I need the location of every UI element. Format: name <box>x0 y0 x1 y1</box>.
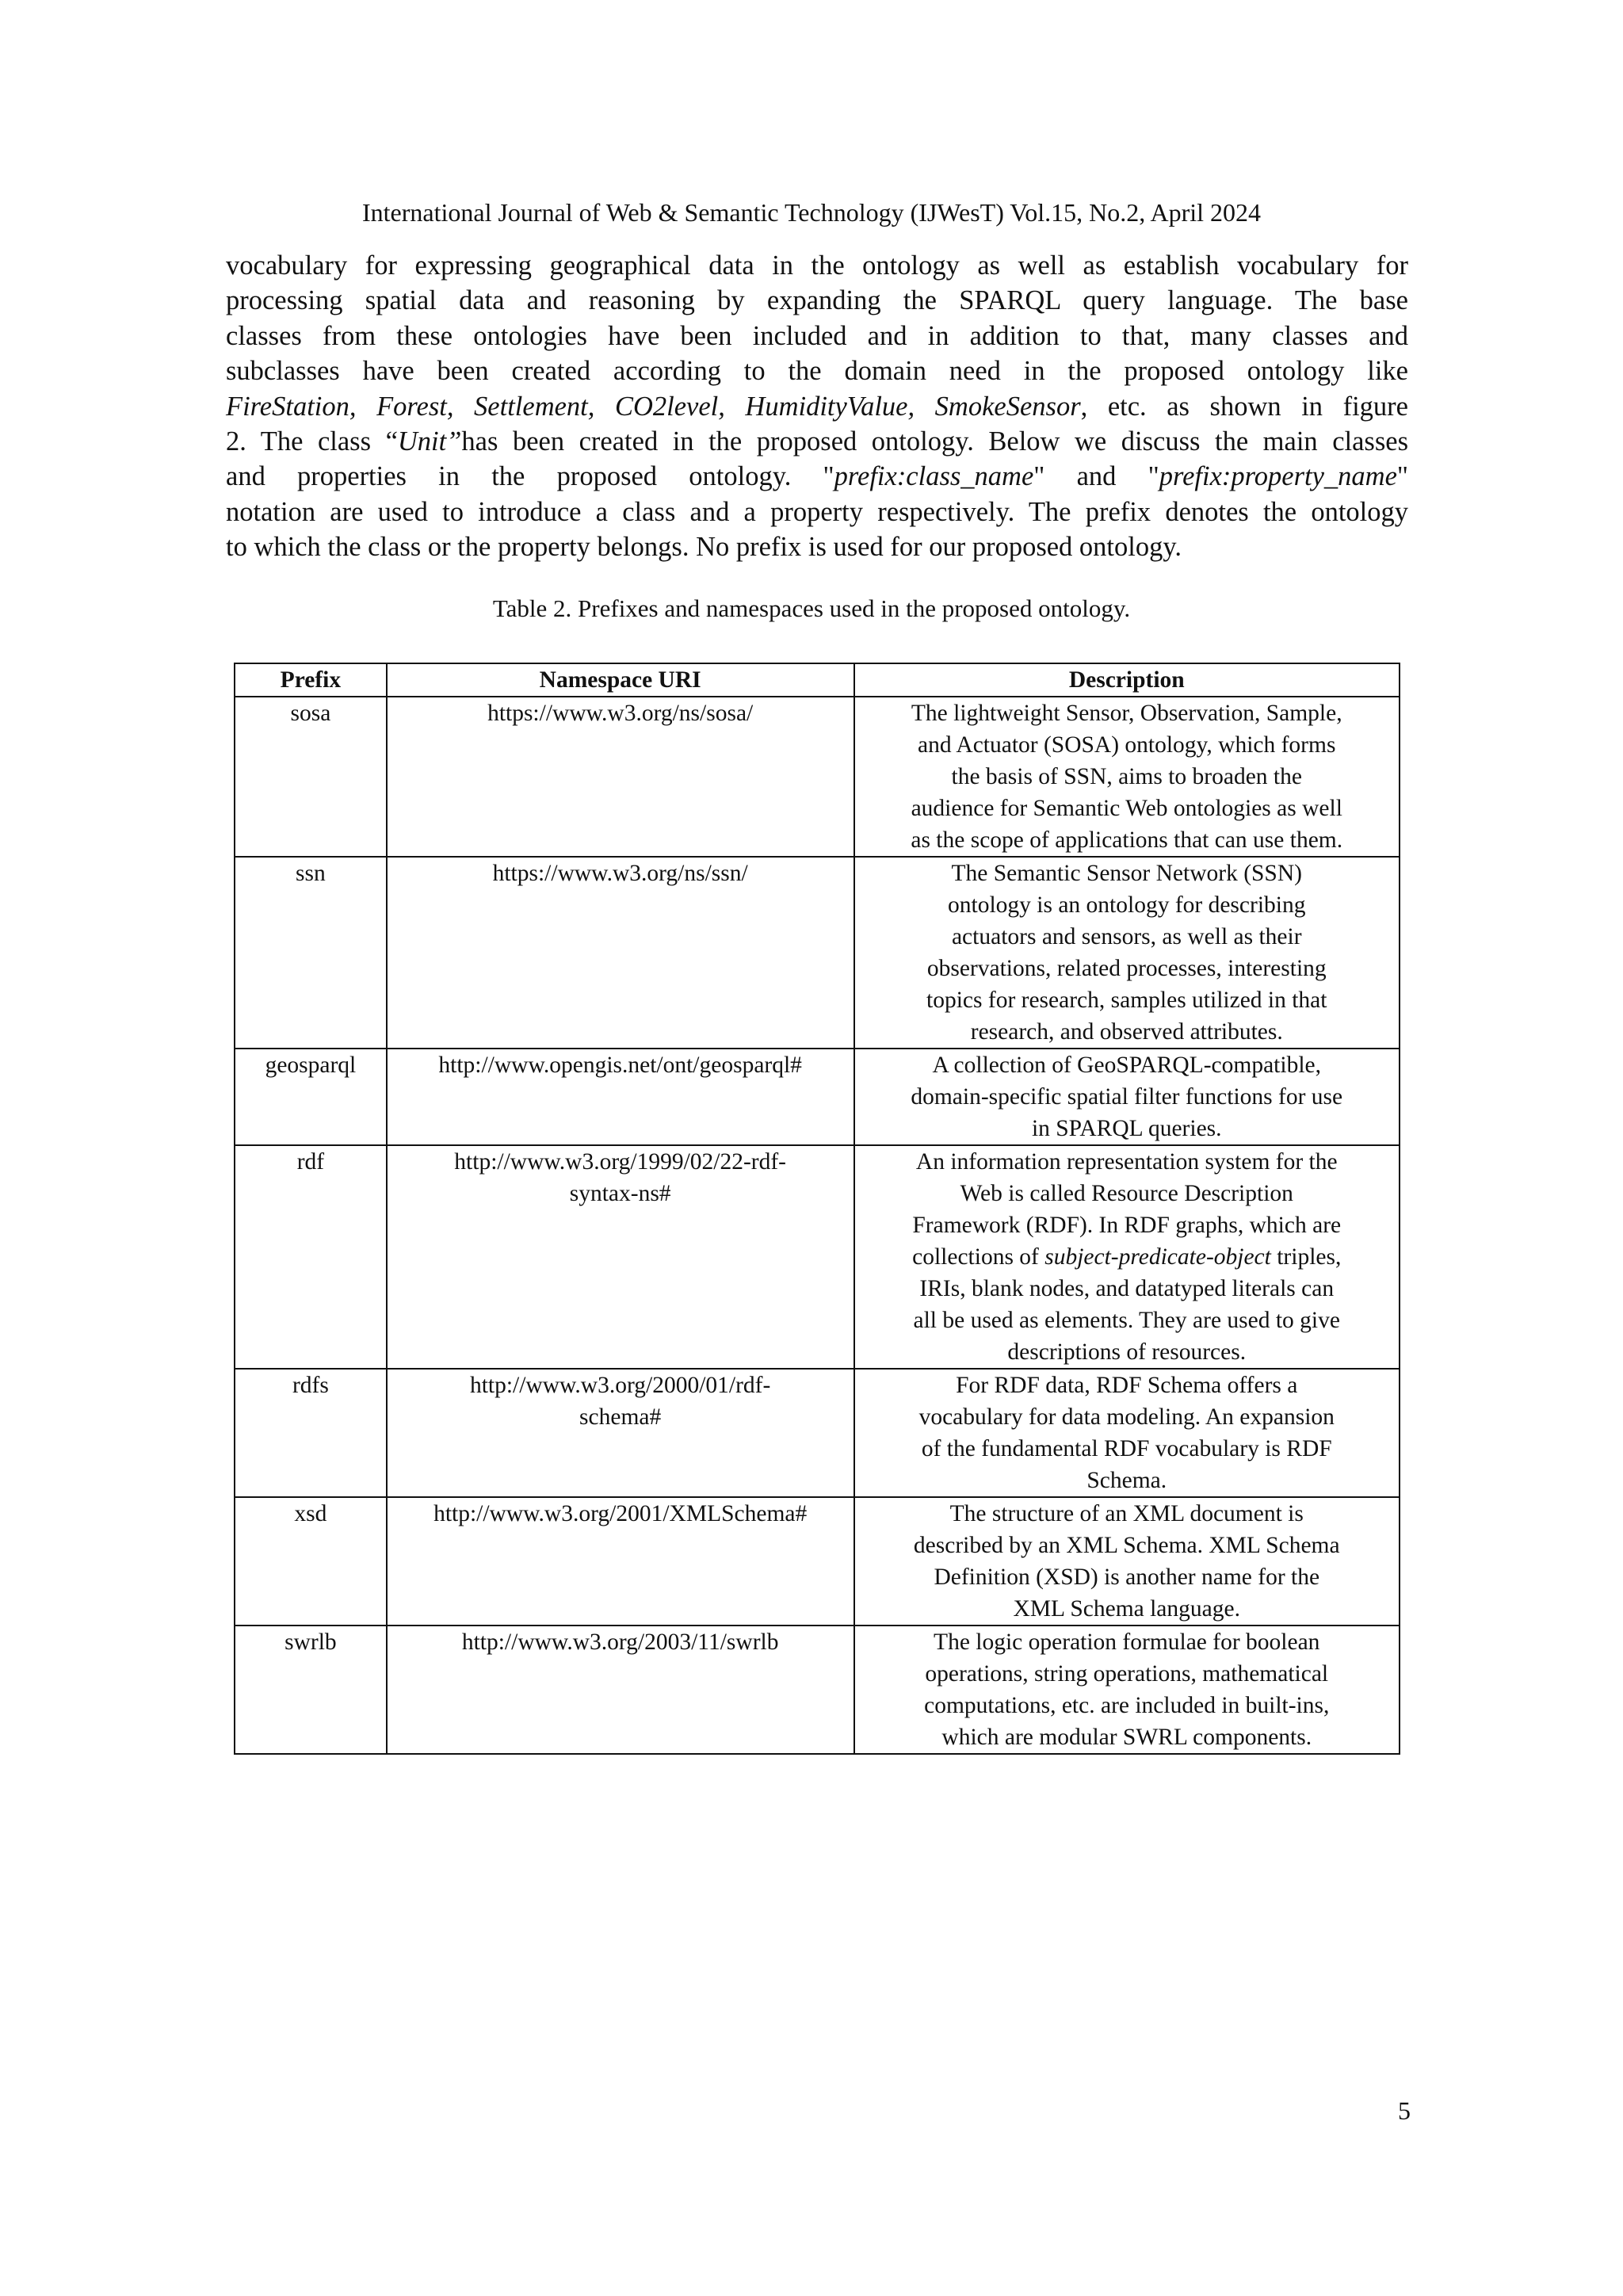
description-cell <box>854 1049 1400 1145</box>
namespace-uri-cell <box>387 1497 854 1626</box>
description-line: XML Schema language. <box>1013 1596 1240 1622</box>
paragraph-line: subclasses have been created according to the domain need in the proposed ontology like <box>226 356 1408 387</box>
table-header-row <box>235 663 1400 697</box>
prefix-cell: xsd <box>235 1497 387 1626</box>
uri-line: schema# <box>579 1404 662 1430</box>
description-line: the basis of SSN, aims to broaden the <box>951 764 1302 789</box>
description-line: Framework (RDF). In RDF graphs, which are <box>912 1213 1342 1238</box>
paragraph-text: " <box>1396 461 1408 492</box>
triple-term: subject-predicate-object <box>1044 1244 1271 1270</box>
description-line: described by an XML Schema. XML Schema <box>913 1533 1340 1558</box>
uri-line: http://www.opengis.net/ont/geosparql# <box>438 1052 802 1078</box>
description-line: Definition (XSD) is another name for the <box>934 1564 1320 1590</box>
table-row <box>235 697 1400 857</box>
paragraph-text: , etc. as shown in figure <box>1080 391 1408 422</box>
description-line: descriptions of resources. <box>1007 1339 1247 1365</box>
prefix-cell: rdf <box>235 1145 387 1369</box>
description-line: computations, etc. are included in built-ins, <box>924 1693 1330 1718</box>
paragraph-text: and properties in the proposed ontology. " <box>226 461 834 492</box>
paragraph-line: notation are used to introduce a class and a property respectively. The prefix denotes the ontology <box>226 496 1408 527</box>
namespace-uri-cell <box>387 697 854 857</box>
description-line: domain-specific spatial filter functions for use <box>911 1084 1343 1110</box>
column-header-description: Description <box>854 663 1400 697</box>
description-line: in SPARQL queries. <box>1031 1116 1222 1141</box>
description-line: The logic operation formulae for boolean <box>934 1629 1320 1655</box>
paragraph-line: vocabulary for expressing geographical data in the ontology as well as establish vocabulary for <box>226 250 1408 281</box>
description-text: triples, <box>1270 1244 1342 1270</box>
table-caption: Table 2. Prefixes and namespaces used in the proposed ontology. <box>492 594 1131 622</box>
column-header-prefix: Prefix <box>235 663 387 697</box>
uri-line: syntax-ns# <box>569 1181 671 1206</box>
prefix-cell: sosa <box>235 697 387 857</box>
unit-class-name: Unit” <box>397 426 462 457</box>
description-line: and Actuator (SOSA) ontology, which forms <box>918 732 1336 758</box>
description-line: audience for Semantic Web ontologies as well <box>911 796 1342 821</box>
description-line: A collection of GeoSPARQL-compatible, <box>932 1052 1321 1078</box>
description-line: The Semantic Sensor Network (SSN) <box>951 861 1302 886</box>
table-row <box>235 1049 1400 1145</box>
paragraph-line <box>226 424 1408 459</box>
table-body <box>235 697 1400 1754</box>
description-line: IRIs, blank nodes, and datatyped literals can <box>919 1276 1335 1301</box>
description-cell <box>854 1626 1400 1754</box>
description-line: For RDF data, RDF Schema offers a <box>956 1373 1298 1398</box>
uri-line: http://www.w3.org/1999/02/22-rdf- <box>454 1149 787 1175</box>
uri-line: https://www.w3.org/ns/ssn/ <box>492 861 748 886</box>
table-row <box>235 1145 1400 1369</box>
description-line: actuators and sensors, as well as their <box>951 924 1302 949</box>
description-line: all be used as elements. They are used to give <box>913 1308 1340 1333</box>
description-line: The lightweight Sensor, Observation, Sample, <box>911 701 1342 726</box>
description-line: Web is called Resource Description <box>960 1181 1293 1206</box>
paragraph-text: " and " <box>1033 461 1159 492</box>
page-number: 5 <box>1398 2096 1411 2125</box>
notation-property: prefix:property_name <box>1159 461 1397 492</box>
notation-class: prefix:class_name <box>834 461 1034 492</box>
description-line: research, and observed attributes. <box>970 1019 1283 1045</box>
paragraph-line <box>226 459 1408 494</box>
description-line: as the scope of applications that can use them. <box>911 827 1343 853</box>
paragraph-line <box>226 389 1408 424</box>
paragraph-line: to which the class or the property belongs. No prefix is used for our proposed ontology. <box>226 532 1182 563</box>
namespace-uri-cell <box>387 1626 854 1754</box>
description-line: An information representation system for the <box>915 1149 1338 1175</box>
description-line: which are modular SWRL components. <box>941 1725 1312 1750</box>
description-cell <box>854 1145 1400 1369</box>
description-line: The structure of an XML document is <box>949 1501 1304 1526</box>
running-header: International Journal of Web & Semantic Technology (IJWesT) Vol.15, No.2, April 2024 <box>361 198 1262 227</box>
description-text: collections of <box>912 1244 1045 1270</box>
description-line: Schema. <box>1086 1468 1167 1493</box>
namespace-uri-cell <box>387 1049 854 1145</box>
description-line: of the fundamental RDF vocabulary is RDF <box>921 1436 1332 1461</box>
description-line: observations, related processes, interesting <box>926 956 1327 981</box>
paragraph-line: classes from these ontologies have been included and in addition to that, many classes and <box>226 320 1408 351</box>
description-line: vocabulary for data modeling. An expansion <box>918 1404 1335 1430</box>
prefix-cell: ssn <box>235 857 387 1049</box>
description-line: topics for research, samples utilized in that <box>926 988 1327 1013</box>
namespace-uri-cell <box>387 857 854 1049</box>
description-cell <box>854 697 1400 857</box>
description-line: ontology is an ontology for describing <box>948 892 1306 918</box>
table-row <box>235 1497 1400 1626</box>
paragraph-text: 2. The class “ <box>226 426 398 457</box>
paragraph-line: processing spatial data and reasoning by expanding the SPARQL query language. The base <box>226 285 1408 316</box>
description-cell <box>854 1369 1400 1497</box>
namespace-uri-cell <box>387 1369 854 1497</box>
uri-line: http://www.w3.org/2001/XMLSchema# <box>433 1501 808 1526</box>
table-row <box>235 1626 1400 1754</box>
description-cell <box>854 857 1400 1049</box>
uri-line: http://www.w3.org/2003/11/swrlb <box>461 1629 779 1655</box>
description-cell <box>854 1497 1400 1626</box>
namespace-uri-cell <box>387 1145 854 1369</box>
uri-line: http://www.w3.org/2000/01/rdf- <box>469 1373 771 1398</box>
paragraph-text: has been created in the proposed ontology. Below we discuss the main classes <box>461 426 1408 457</box>
namespace-table <box>234 663 1400 1755</box>
prefix-cell: geosparql <box>235 1049 387 1145</box>
prefix-cell: swrlb <box>235 1626 387 1754</box>
uri-line: https://www.w3.org/ns/sosa/ <box>487 701 754 726</box>
table-row <box>235 1369 1400 1497</box>
body-paragraph <box>226 248 1408 565</box>
description-line: operations, string operations, mathematical <box>925 1661 1329 1687</box>
prefix-cell: rdfs <box>235 1369 387 1497</box>
description-line <box>865 1241 1390 1273</box>
column-header-uri: Namespace URI <box>387 663 854 697</box>
class-name-list: FireStation, Forest, Settlement, CO2level, HumidityValue, SmokeSensor <box>226 391 1081 422</box>
table-row <box>235 857 1400 1049</box>
